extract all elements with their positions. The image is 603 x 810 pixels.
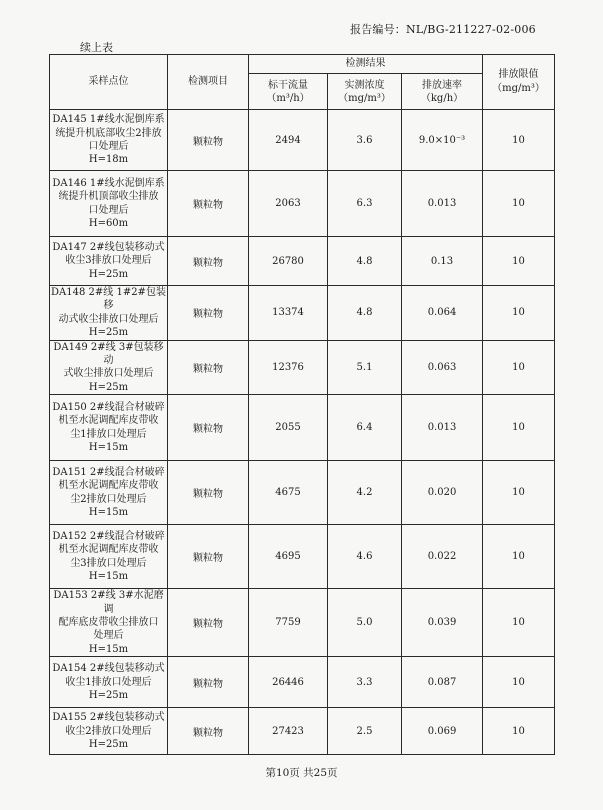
- header-conc-label: 实测浓度: [344, 79, 385, 91]
- header-location: 采样点位: [50, 55, 168, 110]
- cell-rate: 0.064: [402, 286, 483, 341]
- cell-item: 颗粒物: [168, 395, 249, 461]
- cell-limit: 10: [483, 395, 555, 461]
- table-row: [50, 708, 555, 755]
- cell-rate: 0.022: [402, 525, 483, 589]
- cell-flow: 27423: [249, 708, 328, 755]
- cell-limit: 10: [483, 708, 555, 755]
- header-rate: [402, 74, 483, 110]
- table-row: [50, 525, 555, 589]
- cell-conc: 3.3: [328, 657, 402, 708]
- cell-flow: 2055: [249, 395, 328, 461]
- header-limit: [483, 55, 555, 110]
- cell-conc: 4.8: [328, 237, 402, 286]
- header-limit-unit: （mg/m³）: [492, 83, 545, 94]
- header-flow: [249, 74, 328, 110]
- header-results: 检测结果: [249, 55, 483, 74]
- cell-item: 颗粒物: [168, 237, 249, 286]
- cell-rate: 0.069: [402, 708, 483, 755]
- cell-location: DA149 2#线 3#包装移动 式收尘排放口处理后 H=25m: [50, 340, 168, 395]
- cell-item: 颗粒物: [168, 110, 249, 171]
- cell-flow: 4675: [249, 461, 328, 525]
- cell-limit: 10: [483, 525, 555, 589]
- cell-location: DA155 2#线包装移动式 收尘2排放口处理后 H=25m: [50, 708, 168, 755]
- cell-limit: 10: [483, 461, 555, 525]
- header-flow-unit: （m³/h）: [266, 92, 310, 104]
- header-conc-unit: （mg/m³）: [338, 92, 391, 104]
- cell-conc: 5.0: [328, 589, 402, 657]
- cell-location: DA154 2#线包装移动式 收尘1排放口处理后 H=25m: [50, 657, 168, 708]
- cell-conc: 3.6: [328, 110, 402, 171]
- cell-limit: 10: [483, 340, 555, 395]
- cell-item: 颗粒物: [168, 340, 249, 395]
- cell-flow: 26780: [249, 237, 328, 286]
- cell-rate: 0.020: [402, 461, 483, 525]
- cell-flow: 13374: [249, 286, 328, 341]
- cell-flow: 7759: [249, 589, 328, 657]
- cell-rate: 0.013: [402, 171, 483, 237]
- table-row: [50, 110, 555, 171]
- cell-rate: 0.063: [402, 340, 483, 395]
- cell-item: 颗粒物: [168, 286, 249, 341]
- cell-location: DA153 2#线 3#水泥磨调 配库底皮带收尘排放口 处理后 H=15m: [50, 589, 168, 657]
- table-row: [50, 657, 555, 708]
- cell-location: DA152 2#线混合材破碎 机至水泥调配库皮带收 尘3排放口处理后 H=15m: [50, 525, 168, 589]
- table-row: [50, 589, 555, 657]
- cell-conc: 4.8: [328, 286, 402, 341]
- cell-rate: 0.013: [402, 395, 483, 461]
- cell-location: DA151 2#线混合材破碎 机至水泥调配库皮带收 尘2排放口处理后 H=15m: [50, 461, 168, 525]
- cell-flow: 4695: [249, 525, 328, 589]
- cell-location: DA147 2#线包装移动式 收尘3排放口处理后 H=25m: [50, 237, 168, 286]
- cell-limit: 10: [483, 589, 555, 657]
- table-row: [50, 237, 555, 286]
- table-row: [50, 340, 555, 395]
- header-rate-label: 排放速率: [422, 79, 463, 91]
- table-row: [50, 395, 555, 461]
- header-rate-unit: （kg/h）: [420, 92, 464, 104]
- header-conc: [328, 74, 402, 110]
- table-row: [50, 286, 555, 341]
- table-row: [50, 171, 555, 237]
- cell-conc: 6.4: [328, 395, 402, 461]
- cell-item: 颗粒物: [168, 461, 249, 525]
- cell-flow: 2063: [249, 171, 328, 237]
- cell-conc: 2.5: [328, 708, 402, 755]
- cell-flow: 12376: [249, 340, 328, 395]
- cell-limit: 10: [483, 110, 555, 171]
- cell-rate: 0.039: [402, 589, 483, 657]
- cell-location: DA150 2#线混合材破碎 机至水泥调配库皮带收 尘1排放口处理后 H=15m: [50, 395, 168, 461]
- cell-item: 颗粒物: [168, 525, 249, 589]
- header-limit-label: 排放限值: [498, 69, 539, 80]
- cell-flow: 2494: [249, 110, 328, 171]
- continued-label: 续上表: [80, 41, 113, 54]
- cell-item: 颗粒物: [168, 708, 249, 755]
- cell-location: DA148 2#线 1#2#包装移 动式收尘排放口处理后 H=25m: [51, 287, 166, 339]
- cell-flow: 26446: [249, 657, 328, 708]
- header-item: 检测项目: [168, 55, 249, 110]
- cell-location: DA146 1#线水泥倒库系 统提升机顶部收尘排放 口处理后 H=60m: [50, 171, 168, 237]
- table-row: [50, 461, 555, 525]
- cell-item: 颗粒物: [168, 589, 249, 657]
- cell-limit: 10: [483, 171, 555, 237]
- cell-rate: 0.087: [402, 657, 483, 708]
- cell-rate: 0.13: [402, 237, 483, 286]
- cell-limit: 10: [483, 286, 555, 341]
- cell-conc: 4.6: [328, 525, 402, 589]
- cell-rate: 9.0×10⁻³: [402, 110, 483, 171]
- cell-item: 颗粒物: [168, 171, 249, 237]
- header-flow-label: 标干流量: [268, 79, 308, 91]
- page-footer: 第10页 共25页: [265, 767, 338, 779]
- emission-table: [49, 54, 555, 755]
- cell-conc: 6.3: [328, 171, 402, 237]
- cell-conc: 5.1: [328, 340, 402, 395]
- report-number: 报告编号：NL/BG-211227-02-006: [350, 23, 536, 36]
- cell-limit: 10: [483, 237, 555, 286]
- cell-item: 颗粒物: [168, 657, 249, 708]
- cell-conc: 4.2: [328, 461, 402, 525]
- cell-limit: 10: [483, 657, 555, 708]
- cell-location: DA145 1#线水泥倒库系 统提升机底部收尘2排放 口处理后 H=18m: [50, 110, 168, 171]
